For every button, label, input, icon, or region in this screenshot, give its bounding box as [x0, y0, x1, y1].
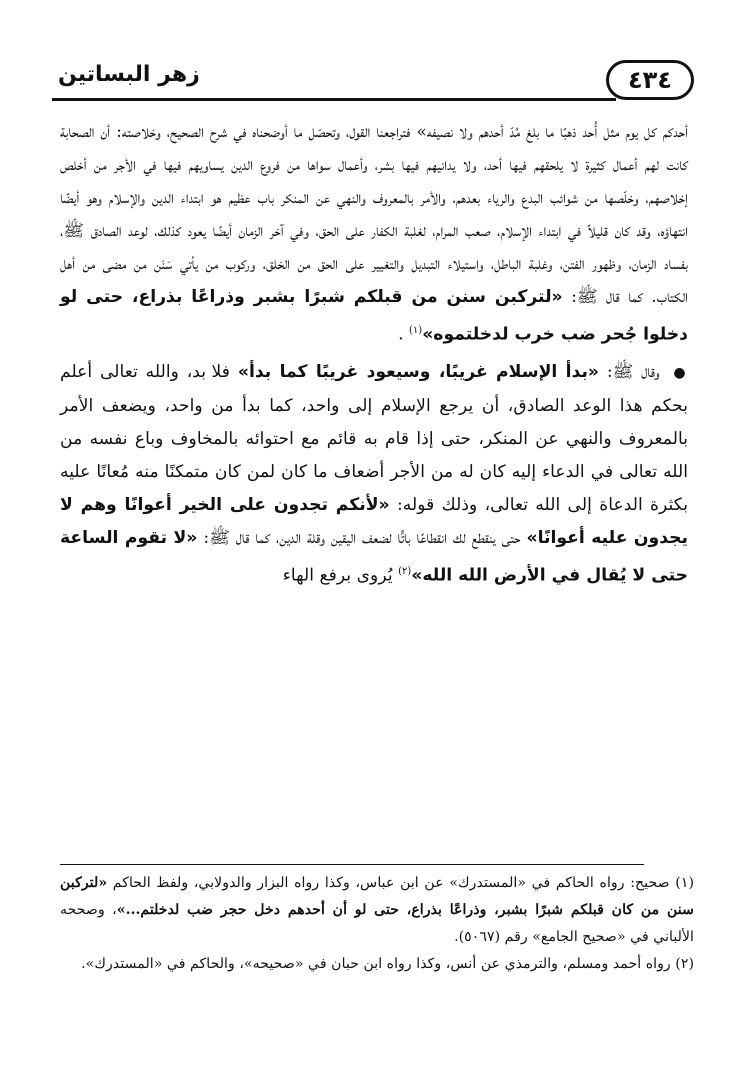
- running-title: زهر البساتين: [58, 62, 200, 87]
- footnote-1-text: (١) صحيح: رواه الحاكم في «المستدرك» عن ابن عباس، وكذا رواه البزار والدولابي، ولفظ الحاكم: [112, 875, 694, 891]
- page-header: [52, 58, 694, 104]
- page-number: ٤٣٤: [606, 60, 694, 100]
- hadith-quote-1: «لتركبن سنن من قبلكم شبرًا بشبر وذراعًا بذراع، حتى لو دخلوا جُحر ضب خرب لدخلتموه»: [60, 287, 688, 345]
- paragraph-2: [60, 356, 688, 593]
- footnote-1: [60, 870, 694, 951]
- footnotes: [60, 870, 694, 978]
- paragraph-1-text: أحدكم كل يوم مثل أُحد ذهبًا ما بلغ مُدّ أحدهم ولا نصيفه» فتراجعنا القول، وتحصّل ما أوضحناه في شرح الصحيح، وخلاصته: أن الصحابة كانت لهم أعمال كثيرة لا يلحقهم فيها أحد، ولا يدانيهم فيها بشر، وأعمال سواها من فروع الدين يساويهم فيها في الأجر من أخلص إخلاصهم، وخلّصها من شوائب البدع والرياء بعدهم، والأمر بالمعروف والنهي عن المنكر باب عظيم هو ابتداء الدين والإسلام وهو أيضًا انتهاؤه، وقد كان قليلاً في ابتداء الإسلام، صعب المرام، لغلبة الكفار على الحق، وفي آخر الزمان أيضًا يعود كذلك، لوعد الصادق ﷺ، بفساد الزمان، وظهور الفتن، وغلبة الباطل، واستيلاء التبديل والتغيير على الحق من الخلق، وركوب من يأتي سَنَن من مضى من أهل الكتاب. كما قال ﷺ:: [60, 122, 688, 307]
- bullet-icon: ●: [673, 364, 688, 381]
- paragraph-2-text-2: حتى ينقطع لك انقطاعًا باتًّا لضعف اليقين وقلة الدين، كما قال ﷺ:: [203, 527, 521, 548]
- hadith-quote-3: «لأنكم تجدون على الخير أعوانًا وهم لا يجدون عليه أعوانًا»: [60, 494, 688, 548]
- paragraph-1-end: .: [398, 324, 404, 345]
- footnote-ref-2: (٢): [398, 565, 412, 577]
- hadith-quote-2: «بدأ الإسلام غريبًا، وسيعود غريبًا كما بدأ»: [237, 361, 600, 382]
- main-text: [60, 116, 688, 592]
- footnote-separator: [60, 864, 644, 865]
- footnote-1-quote: «لتركبن سنن من كان قبلكم شبرًا بشبر، وذراعًا بذراع، حتى لو أن أحدهم دخل حجر ضب لدخلتم...»: [60, 875, 694, 918]
- paragraph-1: [60, 116, 688, 352]
- paragraph-2-intro: وقال ﷺ:: [606, 361, 660, 382]
- footnote-ref-1: (١): [409, 325, 423, 336]
- paragraph-2-text: فلا بد، والله تعالى أعلم بحكم هذا الوعد الصادق، أن يرجع الإسلام إلى واحد، كما بدأ من واحد، ويضعف الأمر بالمعروف والنهي عن المنكر، حتى إذا قام به قائم مع احتوائه بالمخاوف وباع نفسه من الله تعالى في الدعاء إليه كان له من الأجر أضعاف ما كان لمن كان متمكنًا منه مُعانًا عليه بكثرة الدعاة إلى الله تعالى، وذلك قوله:: [60, 361, 689, 515]
- header-rule: [52, 98, 616, 101]
- hadith-quote-4: «لا تقوم الساعة حتى لا يُقال في الأرض الله الله»: [60, 527, 688, 586]
- paragraph-2-end: يُروى برفع الهاء: [282, 565, 393, 586]
- footnote-1-end: ، وصححه الألباني في «صحيح الجامع» رقم (٥٠٦٧).: [60, 902, 694, 945]
- footnote-2: (٢) رواه أحمد ومسلم، والترمذي عن أنس، وكذا رواه ابن حبان في «صحيحه»، والحاكم في «المستدرك».: [81, 956, 694, 972]
